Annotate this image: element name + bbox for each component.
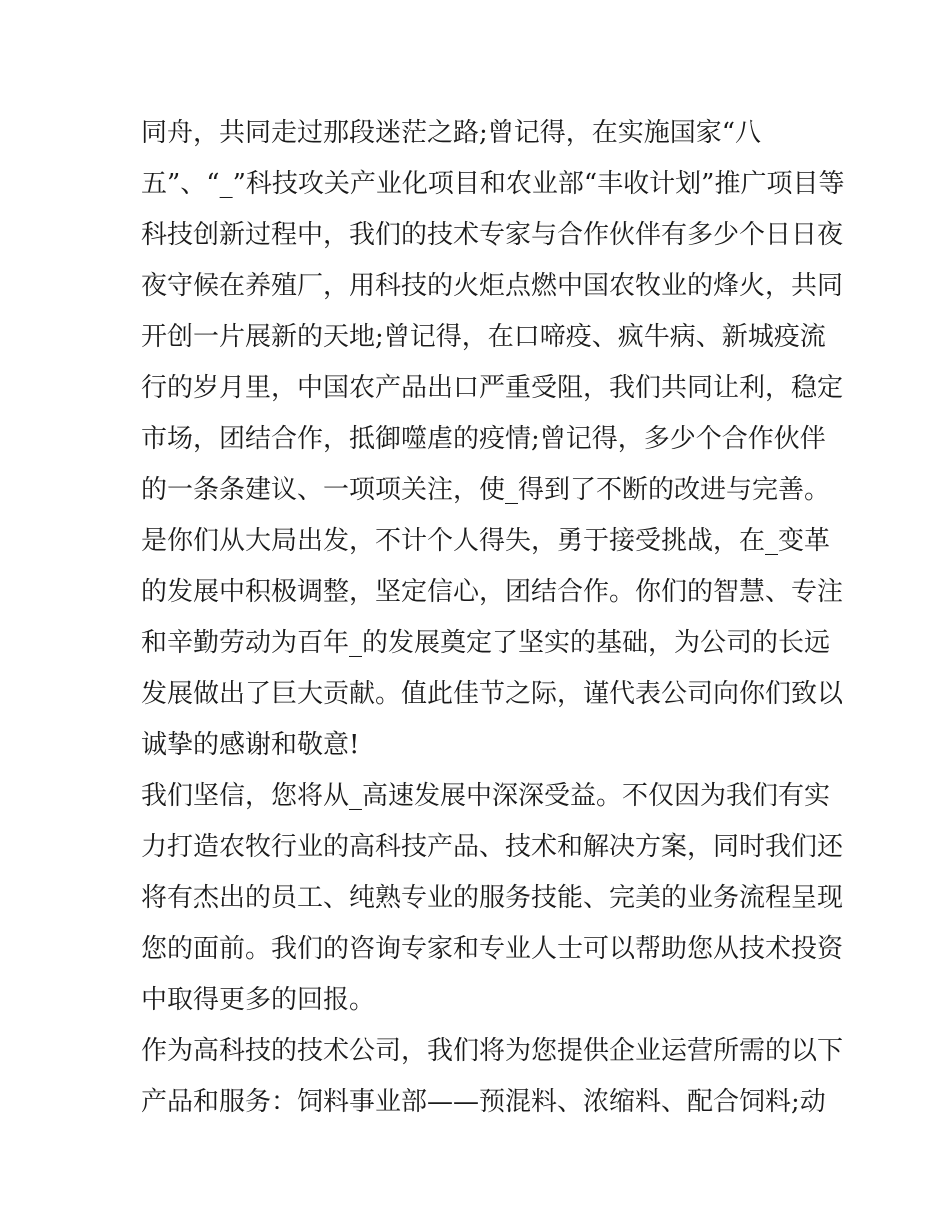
text-line: 中取得更多的回报。 [141,985,376,1015]
text-line: 同舟，共同走过那段迷茫之路;曾记得，在实施国家“八 [141,118,762,148]
text-line: 我们坚信，您将从_高速发展中深深受益。不仅因为我们有实 [141,781,831,811]
text-line: 的发展中积极调整，坚定信心，团结合作。你们的智慧、专注 [141,577,844,607]
text-line: 市场，团结合作，抵御噬虐的疫情;曾记得，多少个合作伙伴 [141,424,826,454]
body-text [141,108,845,1128]
text-line: 产品和服务：饲料事业部——预混料、浓缩料、配合饲料;动 [141,1087,826,1117]
text-line: 作为高科技的技术公司，我们将为您提供企业运营所需的以下 [141,1036,844,1066]
text-line: 发展做出了巨大贡献。值此佳节之际，谨代表公司向你们致以 [141,679,844,709]
text-line: 和辛勤劳动为百年_的发展奠定了坚实的基础，为公司的长远 [141,628,831,658]
text-line: 是你们从大局出发，不计个人得失，勇于接受挑战，在_变革 [141,526,831,556]
text-line: 夜守候在养殖厂，用科技的火炬点燃中国农牧业的烽火，共同 [141,271,844,301]
text-line: 力打造农牧行业的高科技产品、技术和解决方案，同时我们还 [141,832,844,862]
text-line: 开创一片展新的天地;曾记得，在口啼疫、疯牛病、新城疫流 [141,322,826,352]
text-line: 的一条条建议、一项项关注，使_得到了不断的改进与完善。 [141,475,831,505]
text-line: 诚挚的感谢和敬意! [141,730,360,760]
text-line: 行的岁月里，中国农产品出口严重受阻，我们共同让利，稳定 [141,373,844,403]
text-line: 五”、“_”科技攻关产业化项目和农业部“丰收计划”推广项目等 [141,169,845,199]
text-line: 您的面前。我们的咨询专家和专业人士可以帮助您从技术投资 [141,934,844,964]
text-line: 科技创新过程中，我们的技术专家与合作伙伴有多少个日日夜 [141,220,844,250]
text-line: 将有杰出的员工、纯熟专业的服务技能、完美的业务流程呈现 [141,883,844,913]
